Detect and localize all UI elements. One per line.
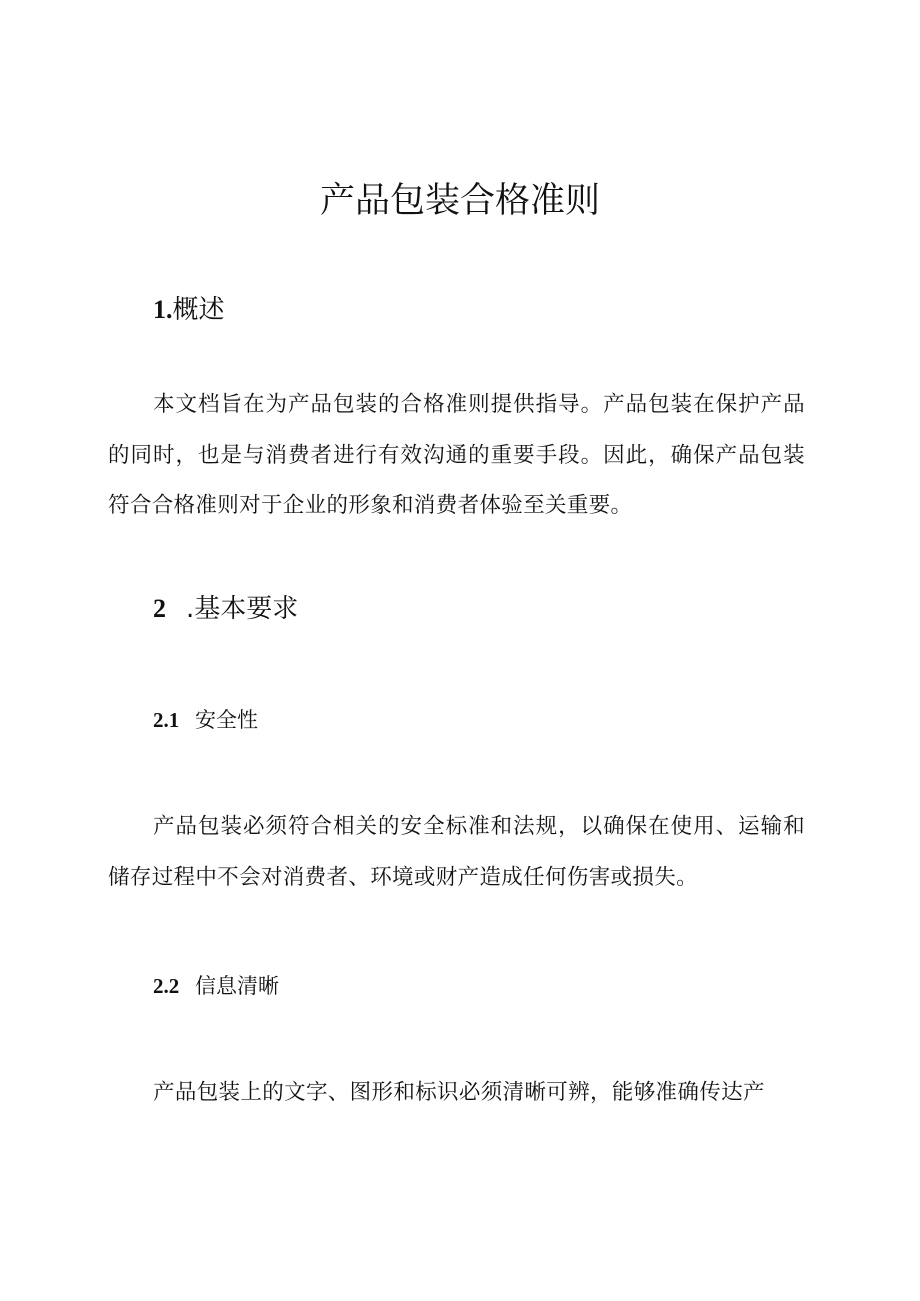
section-1-heading xyxy=(153,293,225,327)
section-1-title: 概述 xyxy=(172,295,225,325)
section-2-heading xyxy=(153,592,298,626)
section-2-2-heading xyxy=(153,972,279,1000)
section-2-1-heading xyxy=(153,706,258,734)
section-1-paragraph: 本文档旨在为产品包装的合格准则提供指导。产品包装在保护产品的同时，也是与消费者进行有效沟通的重要手段。因此，确保产品包装符合合格准则对于企业的形象和消费者体验至关重要。 xyxy=(108,392,805,518)
section-2-2-title: 信息清晰 xyxy=(195,974,279,998)
section-2-2-paragraph: 产品包装上的文字、图形和标识必须清晰可辨，能够准确传达产 xyxy=(153,1080,765,1105)
section-2-1-title: 安全性 xyxy=(195,708,258,732)
section-1-number: 1. xyxy=(153,295,173,324)
document-title: 产品包装合格准则 xyxy=(319,181,600,221)
section-2-title: .基本要求 xyxy=(186,594,299,624)
section-2-2-number: 2.2 xyxy=(153,974,180,998)
section-2-1-paragraph: 产品包装必须符合相关的安全标准和法规，以确保在使用、运输和储存过程中不会对消费者、环境或财产造成任何伤害或损失。 xyxy=(108,814,805,890)
section-2-1-number: 2.1 xyxy=(153,708,180,732)
section-2-number: 2 xyxy=(153,594,166,623)
